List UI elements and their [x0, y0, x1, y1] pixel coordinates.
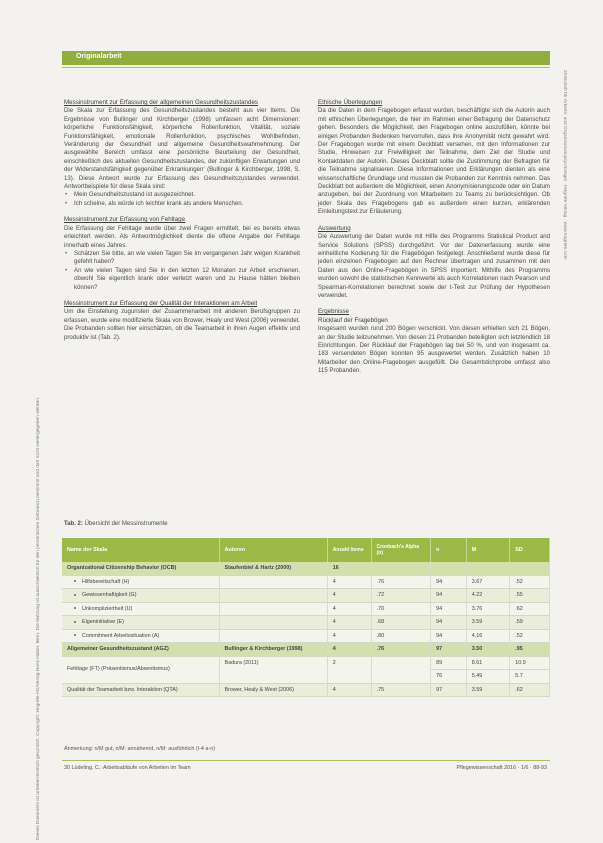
header-label: Originalarbeit [76, 53, 122, 60]
table-cell: 97 [431, 643, 467, 657]
table-cell: 94 [431, 629, 467, 643]
bullet-icon [74, 607, 76, 609]
table-cell: .55 [510, 589, 550, 603]
paragraph: Um die Einstellung zugunsten der Zusammenarbeit mit anderen Berufsgruppen zu erfassen, wurde eine modifizierte Skala von Brower, Healy und West (2006) verwendet. Die Probanden sollten hier einschätzen, ob die Teamarbeit in ihren Augen effektiv und produktiv ist (Tab. 2). [64, 308, 300, 341]
paragraph: Die Auswertung der Daten wurde mit Hilfe des Programms Statistical Product and Service Solutions (SPSS) durchgeführt. Vor der Datenerfassung wurde eine einheitliche Kodierung für die Fragebögen festgelegt. Anschließend wurde diese für jeden einzelnen Fragebogen auf den Rechner übertragen und zusammen mit den Daten aus den Online-Fragebögen in SPSS importiert. Mithilfe des Programms wurden sowohl die statistischen Kennwerte als auch Korrelationen nach Pearson und Spearman-Korrelationen berechnet sowie der t-Test zur Prüfung der Hypothesen verwendet. [318, 233, 550, 299]
table-cell: 4 [327, 602, 371, 616]
table-cell: .62 [510, 602, 550, 616]
table-cell: 5.7 [510, 670, 550, 684]
table-cell [62, 616, 219, 630]
list-item: • Mein Gesundheitszustand ist ausgezeichnet. [64, 191, 300, 199]
table-cell: .76 [371, 643, 431, 657]
table-cell: 94 [431, 575, 467, 589]
table-cell [219, 602, 327, 616]
table-cell: Badura (2011) [219, 656, 327, 683]
table-caption-text: Übersicht der Messinstrumente [84, 521, 168, 527]
table-cell: .80 [371, 629, 431, 643]
table-cell: .95 [510, 643, 550, 657]
table-cell: Brower, Healy & West (2006) [219, 683, 327, 697]
table-cell: 4 [327, 575, 371, 589]
table-cell: 4 [327, 683, 371, 697]
table-cell: Qualität der Teamarbeit bzw. Interaktion (QTA) [62, 683, 219, 697]
left-column [64, 99, 300, 350]
table-cell: 76 [431, 670, 467, 684]
table-row [62, 629, 550, 643]
section-heading: Auswertung [318, 224, 351, 232]
paragraph: Da die Daten in dem Fragebogen erfasst wurden, beschäftigte sich die Autorin auch mit ethischen Überlegungen, die hier im Rahmen einer Befragung der Datenschutz gehen. Besonders die Möglichkeit, den Fragebogen online auszufüllen, könnte bei einigen Probanden Bedenken hervorrufen, dass ihre Anonymität nicht gewahrt wird. Der Fragebogen wurde mit einem Deckblatt versehen, mit den Informationen zur Studie, Hinweisen zur Freiwilligkeit der Teilnahme, dem Ziel der Studie und Kontaktdaten der Autorin. Dieses Deckblatt sollte die Zustimmung der Befragten für die Teilnahme signalisieren. Diese Informationen und Erklärungen dienten als eine wissenschaftliche Grundlage und mussten die Probanden zur Kenntnis nehmen. Das Deckblatt bot außerdem die Möglichkeit, einen Anonymisierungscode oder ein Datum anzugeben, bei der Zuordnung von Mitarbeitern zu Teams zu berücksichtigen. Ob jeder Skala des Fragebogens gab es außerdem einen kurzen, erklärenden Einleitungstext zur Erläuterung. [318, 107, 550, 216]
bullet-icon [74, 594, 76, 596]
column-header: Autoren [219, 538, 327, 562]
table-cell: .72 [371, 589, 431, 603]
section-results [318, 308, 550, 375]
paragraph: Die Skala zur Erfassung des Gesundheitszustandes besteht aus vier Items. Die Ergebnisse von Bullinger und Kirchberger (1998) umfassen acht Dimensionen: körperliche Funktionsfähigkeit, körperliche Rollenfunktion, Vitalität, soziale Funktionsfähigkeit, emotionale Rollenfunktion, psychisches Wohlbefinden, Veränderung der Gesundheit und allgemeine Gesundheitswahrnehmung. Der ausgewählte Bereich umfasst eine ‚persönliche Beurteilung der Gesundheit, einschließlich des aktuellen Gesundheitszustandes, der zukünftigen Erwartungen und der Widerstandsfähigkeit gegenüber Erkrankungen‘ (Bullinger & Kirchberger, 1998, S. 13). Diese Antwort wurde zur Erfassung des Gesundheitszustandes verwendet. Antwortbeispiele für diese Skala sind: [64, 107, 300, 191]
table-cell: .68 [371, 616, 431, 630]
bullet-icon [74, 634, 76, 636]
footer-journal: Pflegewissenschaft 2016 · 1/6 · 88-93 [456, 765, 547, 771]
side-journal-note: Zeitschrift für Arbeits- und Organisationspsychologie · Hogrefe Verlag · www.hogrefe.com [562, 70, 567, 260]
table-cell: 5.49 [466, 670, 509, 684]
list-item: • Ich scheine, als würde ich leichter krank als andere Menschen. [64, 200, 300, 208]
table-cell: Organizational Citizenship Behavior (OCB) [62, 562, 219, 575]
section-ethics [318, 99, 550, 217]
section-heading: Ethische Überlegungen [318, 99, 383, 106]
table-row [62, 656, 550, 670]
table-cell: .52 [510, 575, 550, 589]
table-cell: .52 [510, 629, 550, 643]
column-header: Cronbach's Alpha (α) [371, 538, 431, 562]
column-header: M [466, 538, 509, 562]
header-rule [62, 67, 550, 68]
table-cell: 4 [327, 643, 371, 657]
table-cell: 97 [431, 683, 467, 697]
table-caption-label: Tab. 2: [64, 521, 83, 527]
table-cell: 3.76 [466, 602, 509, 616]
table-row [62, 562, 550, 575]
table-cell: Bullinger & Kirchberger (1998) [219, 643, 327, 657]
table-cell [371, 562, 431, 575]
instruments-table [62, 538, 550, 697]
section-absence-instrument [64, 216, 300, 292]
table-caption [64, 521, 168, 527]
table-cell: 94 [431, 602, 467, 616]
section-analysis [318, 225, 550, 301]
table-cell [431, 562, 467, 575]
table-cell: 3.50 [466, 643, 509, 657]
table-cell: 3.59 [466, 616, 509, 630]
table-cell: 89 [431, 656, 467, 670]
section-heading: Ergebnisse [318, 308, 349, 316]
table-row [62, 643, 550, 657]
footer-citation: 30 Lüdeling, C.: Arbeitsabläufe von Arbeiten im Team [64, 765, 191, 771]
list-item: • Schätzen Sie bitte, an wie vielen Tagen Sie im vergangenen Jahr wegen Krankheit gefehlt haben? [64, 250, 300, 267]
table-cell: Allgemeiner Gesundheitszustand (AGZ) [62, 643, 219, 657]
table-cell: Fehltage (FT) (Präsentismus/Absentismus) [62, 656, 219, 683]
table-cell-text: Commitment Arbeitssituation (A) [82, 632, 160, 639]
table-row [62, 602, 550, 616]
table-cell: .62 [510, 683, 550, 697]
header-band [62, 51, 550, 65]
table-cell: 3.59 [466, 683, 509, 697]
table-cell: .70 [371, 602, 431, 616]
table-row [62, 589, 550, 603]
table-cell [371, 656, 431, 683]
table-cell [219, 589, 327, 603]
table-cell [219, 575, 327, 589]
table-cell [219, 629, 327, 643]
table-cell: 10.9 [510, 656, 550, 670]
column-header: n [431, 538, 467, 562]
section-teamwork-instrument [64, 300, 300, 342]
section-heading: Messinstrument zur Erfassung der allgemeinen Gesundheitszustandes [64, 99, 258, 106]
section-heading: Messinstrument zur Erfassung der Qualität der Interaktionen am Arbeit [64, 299, 258, 307]
table-cell [219, 616, 327, 630]
table-header-row [62, 538, 550, 562]
right-column [318, 99, 550, 384]
table-cell [62, 575, 219, 589]
bullet-icon [74, 580, 76, 582]
table-cell: .59 [510, 616, 550, 630]
column-header: SD [510, 538, 550, 562]
section-heading: Messinstrument zur Erfassung von Fehltage [64, 216, 186, 224]
table-row [62, 616, 550, 630]
table-cell [62, 589, 219, 603]
section-health-instrument [64, 99, 300, 208]
bullet-list [64, 191, 300, 208]
table-cell-text: Eigeninitiative (E) [82, 619, 124, 626]
table-cell: 4 [327, 589, 371, 603]
column-header: Name der Skala [62, 538, 219, 562]
table-cell: 16 [327, 562, 371, 575]
subsection-heading: Rücklauf der Fragebögen [318, 316, 388, 324]
list-item: • An wie vielen Tagen sind Sie in den letzten 12 Monaten zur Arbeit erschienen, obwohl Sie eigentlich krank oder verletzt waren und zu Hause hätten bleiben können? [64, 267, 300, 292]
table-cell [510, 562, 550, 575]
table-cell [466, 562, 509, 575]
table-cell: .76 [371, 575, 431, 589]
table-cell: 94 [431, 616, 467, 630]
table-cell-text: Hilfsbereitschaft (H) [82, 578, 130, 585]
bullet-list [64, 250, 300, 292]
paragraph: Insgesamt wurden rund 200 Bögen verschickt. Von diesen erhielten sich 21 Bögen, an der Studie teilzunehmen. Von diesen 21 Probanden beteiligten sich letztendlich 18 Einrichtungen. Der Rücklauf der Fragebögen lag bei 50 %, und von insgesamt ca. 183 versendeten Bögen konnten 95 ausgewertet werden. Zusätzlich haben 10 Mitarbeiter den Online-Fragebogen ausgefüllt. Die Gesamtstichprobe umfasst also 115 Probanden. [318, 325, 550, 375]
table-row [62, 575, 550, 589]
table-cell: 4.16 [466, 629, 509, 643]
side-copyright-note: Dieses Dokument ist urheberrechtlich geschützt. Copyright: Hogrefe AG/Verlag Hans Huber, Bern. Die Nutzung ist ausschließlich für den persönlichen Gebrauch bestimmt und darf nicht weitergegeben werden. [36, 396, 41, 840]
table-cell: Staufenbiel & Hartz (2000) [219, 562, 327, 575]
footer-rule [62, 760, 550, 761]
table-note: Anmerkung: n/M gut, n/M: annähernd, n/M: ausführlich (I-4 a-n) [64, 746, 216, 752]
table-row [62, 683, 550, 697]
table-cell: 4 [327, 616, 371, 630]
table-cell [62, 602, 219, 616]
table-cell-text: Gewissenhaftigkeit (G) [82, 592, 137, 599]
table-cell: 4 [327, 629, 371, 643]
column-header: Anzahl Items [327, 538, 371, 562]
table-cell: .75 [371, 683, 431, 697]
table-cell: 8.61 [466, 656, 509, 670]
table-cell: 94 [431, 589, 467, 603]
table-cell: 3.67 [466, 575, 509, 589]
table-cell: 2 [327, 656, 371, 683]
table-cell-text: Unkompliziertheit (U) [82, 605, 133, 612]
table-cell [62, 629, 219, 643]
table-cell: 4.22 [466, 589, 509, 603]
bullet-icon [74, 621, 76, 623]
paragraph: Die Erfassung der Fehltage wurde über zwei Fragen ermittelt, bei es bereits etwas erleichtert werden. Als Antwortmöglichkeit diente die offene Angabe der Fehltage innerhalb eines Jahres. [64, 224, 300, 249]
